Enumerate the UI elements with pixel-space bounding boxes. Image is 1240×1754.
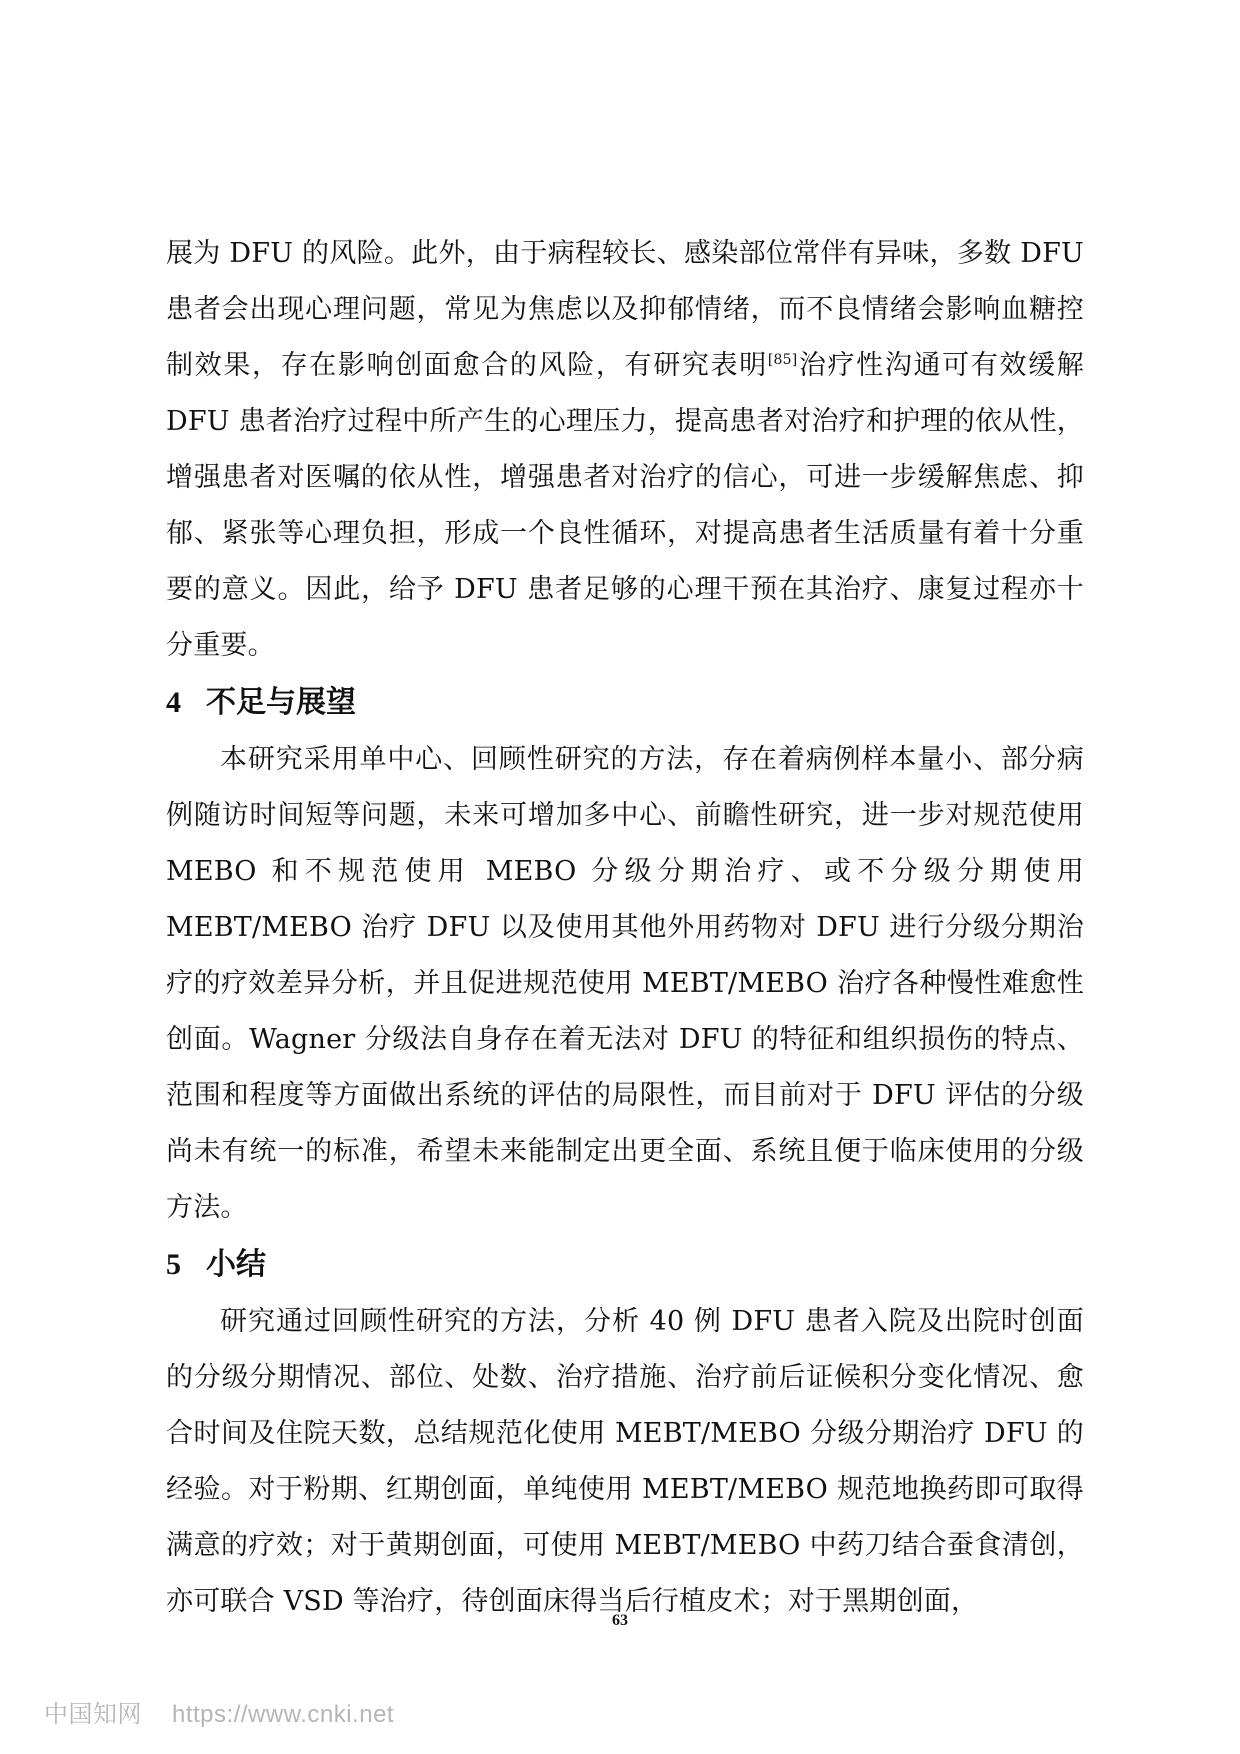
watermark-url[interactable]: https://www.cnki.net — [172, 1701, 395, 1728]
paragraph-limitations: 本研究采用单中心、回顾性研究的方法，存在着病例样本量小、部分病例随访时间短等问题，未来可增加多中心、前瞻性研究，进一步对规范使用 MEBO 和不规范使用 MEBO 分级分期治疗、或不分级分期使用 MEBT/MEBO 治疗 DFU 以及使用其他外用药物对 DFU 进行分级分期治疗的疗效差异分析，并且促进规范使用 MEBT/MEBO 治疗各种慢性难愈性创面。Wagner 分级法自身存在着无法对 DFU 的特征和组织损伤的特点、范围和程度等方面做出系统的评估的局限性，而目前对于 DFU 评估的分级尚未有统一的标准，希望未来能制定出更全面、系统且便于临床使用的分级方法。 — [166, 744, 1084, 1223]
citation-ref[interactable]: [85] — [767, 352, 798, 368]
section-title: 小结 — [206, 1247, 266, 1282]
section-heading-5 — [166, 1236, 1084, 1294]
cnki-watermark — [44, 1694, 394, 1729]
paragraph-text: 展为 DFU 的风险。此外，由于病程较长、感染部位常伴有异味，多数 DFU 患者会出现心理问题，常见为焦虑以及抑郁情绪，而不良情绪会影响血糖控制效果，存在影响创面愈合的风险，有研究表明 — [166, 238, 1084, 381]
section-heading-4 — [166, 674, 1084, 732]
paragraph-summary: 研究通过回顾性研究的方法，分析 40 例 DFU 患者入院及出院时创面的分级分期情况、部位、处数、治疗措施、治疗前后证候积分变化情况、愈合时间及住院天数，总结规范化使用 MEBT/MEBO 分级分期治疗 DFU 的经验。对于粉期、红期创面，单纯使用 MEBT/MEBO 规范地换药即可取得满意的疗效；对于黄期创面，可使用 MEBT/MEBO 中药刀结合蚕食清创，亦可联合 VSD 等治疗，待创面床得当后行植皮术；对于黑期创面， — [166, 1306, 1084, 1617]
section-number: 4 — [166, 686, 181, 719]
watermark-name: 中国知网 — [44, 1700, 142, 1728]
section-number: 5 — [166, 1248, 181, 1281]
paragraph-continuation — [166, 226, 1084, 674]
page-number: 63 — [612, 1612, 628, 1629]
body-text — [166, 226, 1084, 1630]
section-title: 不足与展望 — [206, 685, 356, 720]
paragraph-text: 治疗性沟通可有效缓解 DFU 患者治疗过程中所产生的心理压力，提高患者对治疗和护理的依从性，增强患者对医嘱的依从性，增强患者对治疗的信心，可进一步缓解焦虑、抑郁、紧张等心理负担，形成一个良性循环，对提高患者生活质量有着十分重要的意义。因此，给予 DFU 患者足够的心理干预在其治疗、康复过程亦十分重要。 — [166, 350, 1085, 661]
